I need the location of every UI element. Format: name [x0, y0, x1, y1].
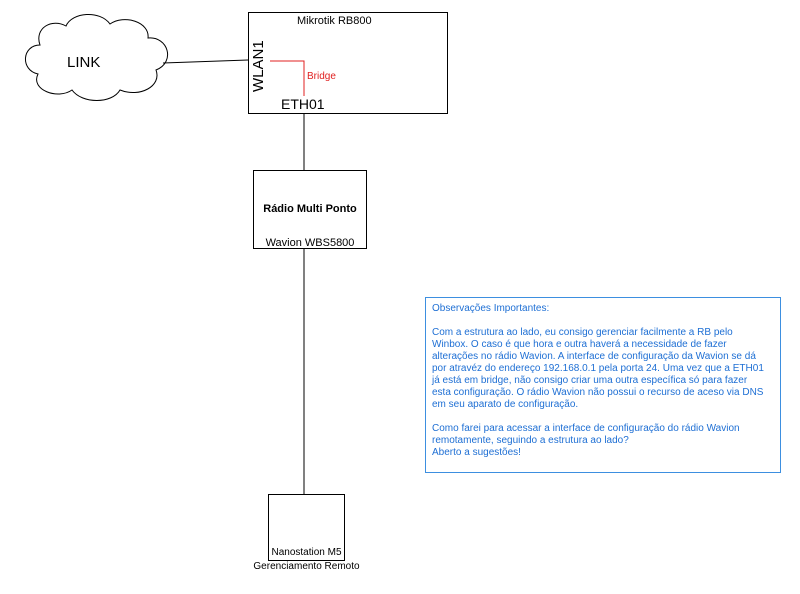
notes-title: Observações Importantes: — [432, 303, 550, 314]
cloud-label: LINK — [67, 54, 101, 71]
notes-question: Como farei para acessar a interface de configuração do rádio Wavion remotamente, seguindo a estrutura ao lado? Aberto a sugestões! — [432, 423, 740, 458]
eth-label: ETH01 — [281, 96, 325, 112]
bridge-label: Bridge — [307, 71, 336, 82]
station-name: Nanostation M5 — [271, 547, 342, 558]
wlan-label: WLAN1 — [250, 40, 267, 92]
radio-model: Wavion WBS5800 — [265, 237, 355, 249]
station-subtitle: Gerenciamento Remoto — [253, 561, 360, 572]
radio-name: Rádio Multi Ponto — [263, 203, 357, 215]
notes-body: Com a estrutura ao lado, eu consigo gerenciar facilmente a RB pelo Winbox. O caso é que hora e outra haverá a necessidade de fazer alterações no rádio Wavion. A interface de configuração da Wavion se dá por atravéz do endereço 192.168.0.1 pela porta 24. Uma vez que a ETH01 já está em bridge, não consigo criar uma outra específica só para fazer esta configuração. O rádio Wavion não possui o recurso de aceso via DNS em seu aparato de configuração. — [432, 327, 764, 410]
notes-box — [425, 297, 781, 473]
router-title: Mikrotik RB800 — [297, 15, 372, 27]
bridge-line — [270, 61, 304, 96]
